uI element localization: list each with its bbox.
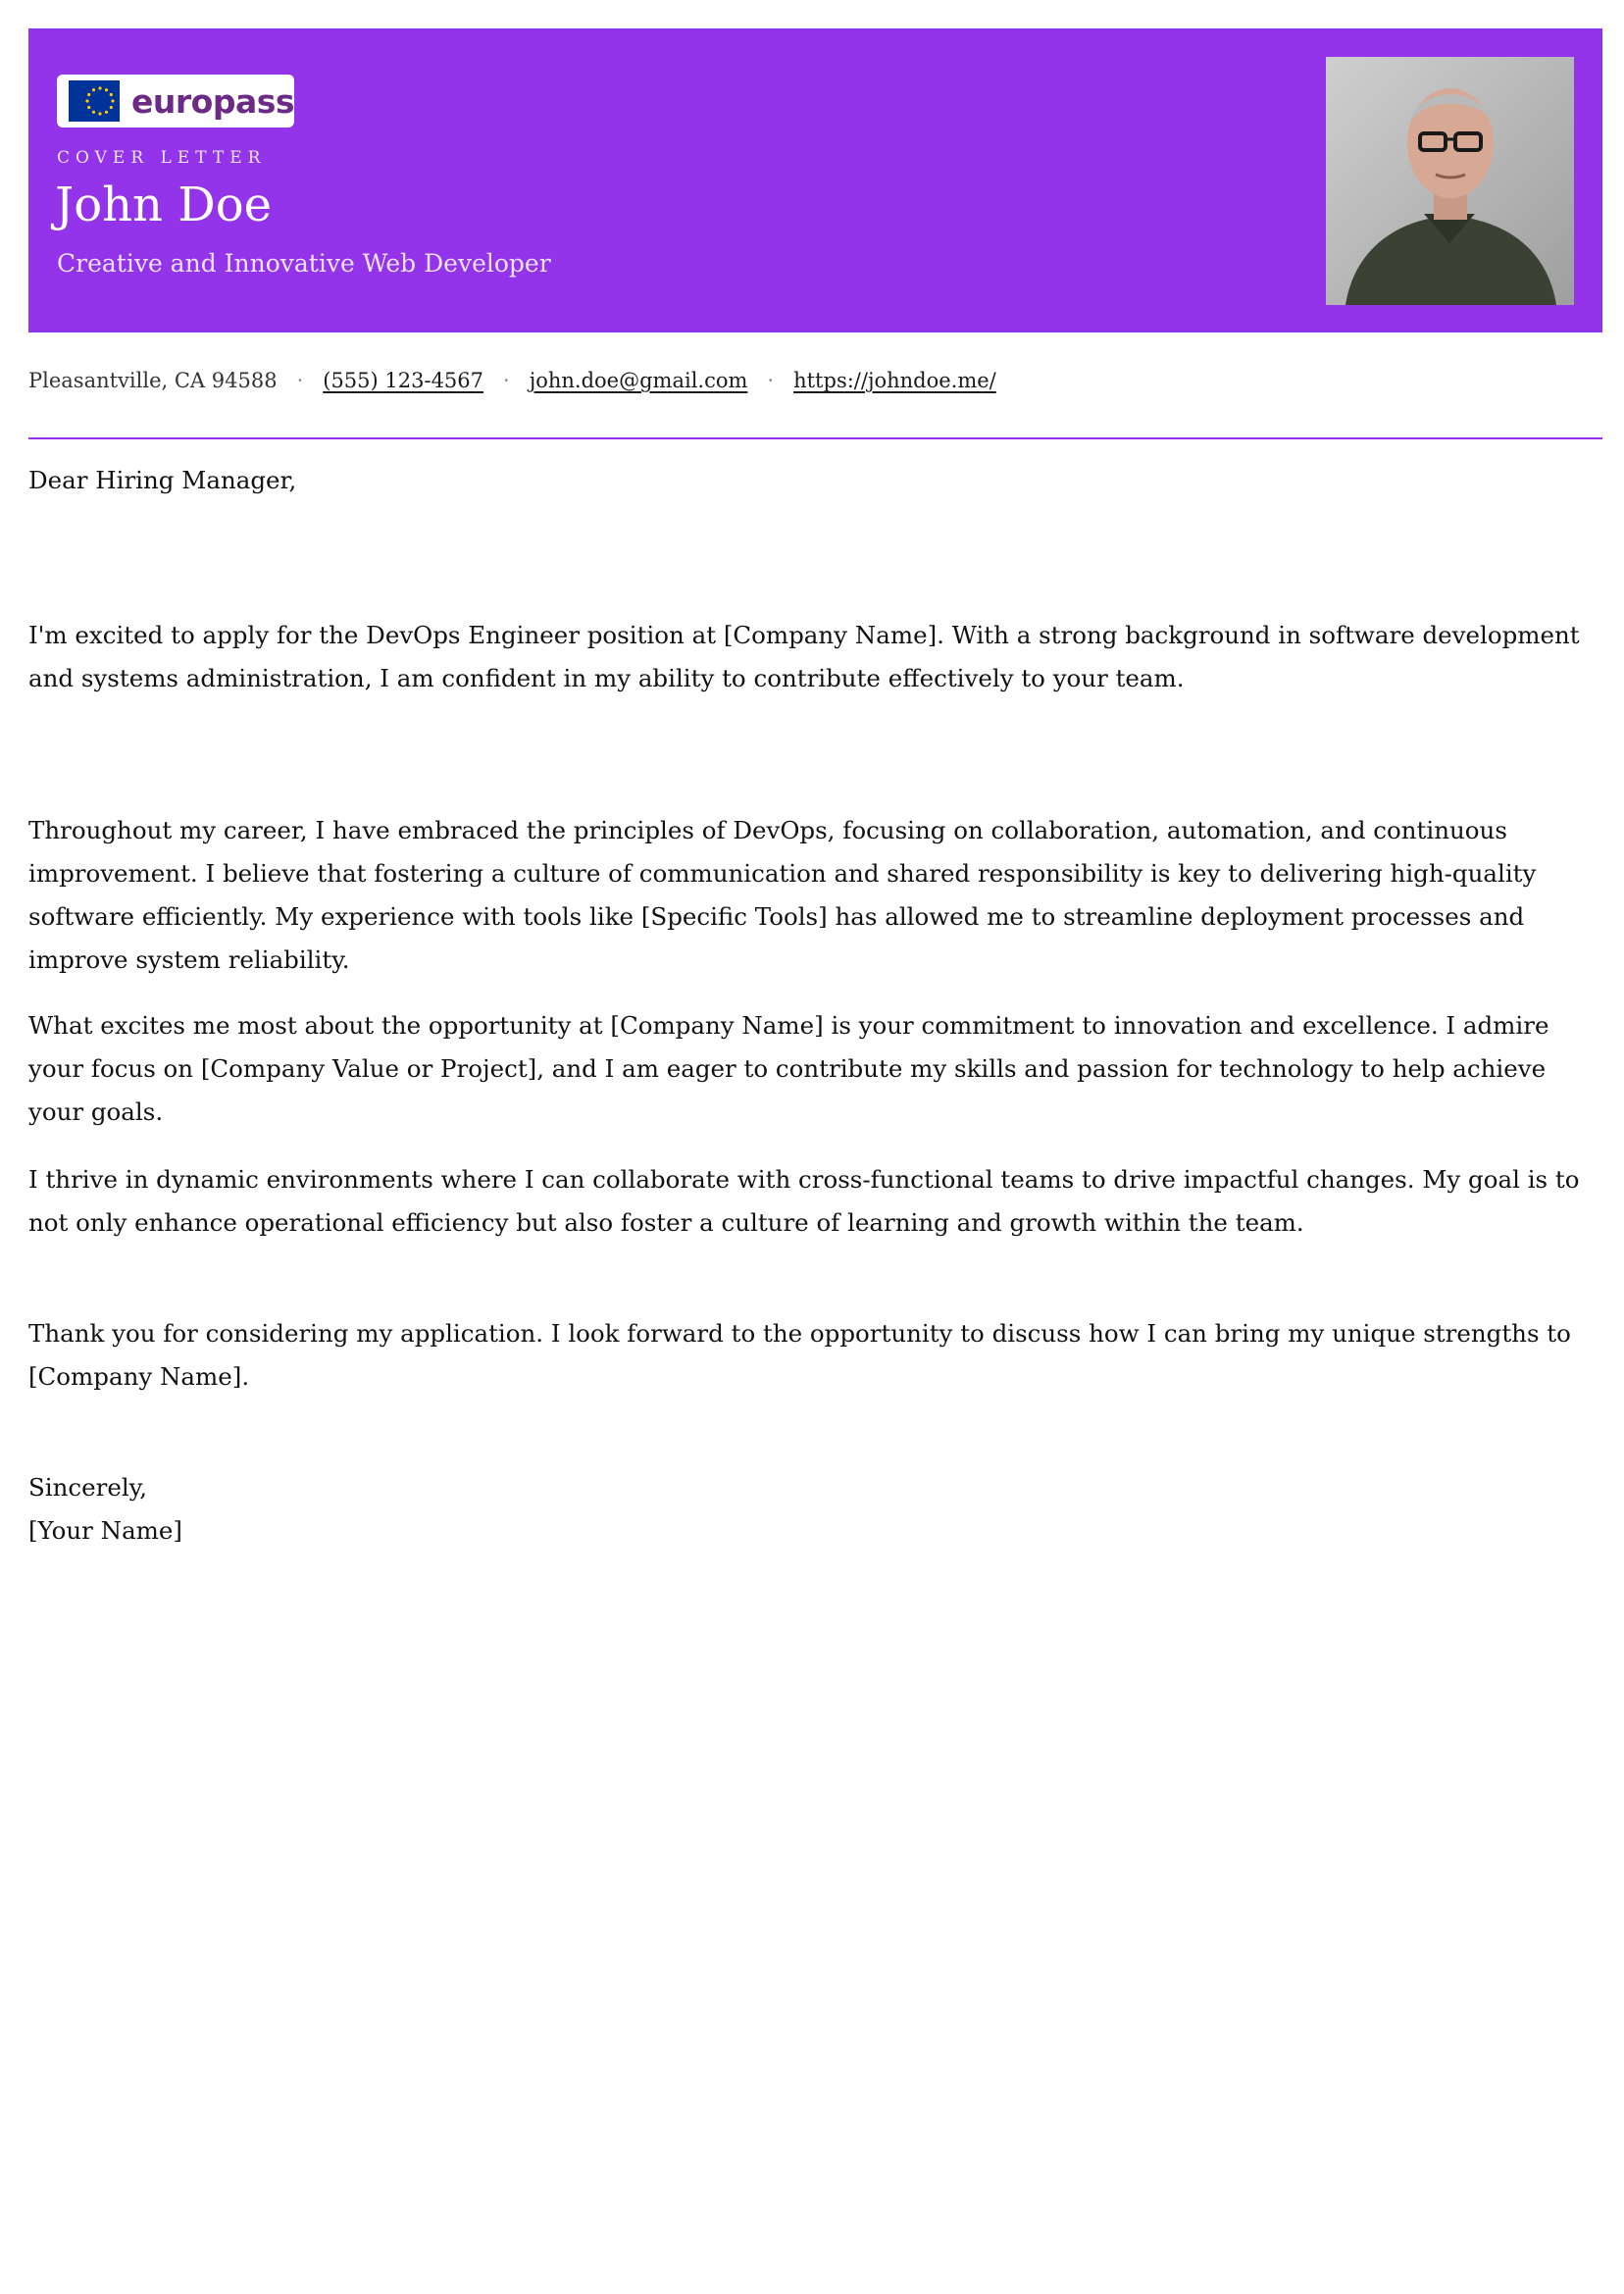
letter-paragraph-3: What excites me most about the opportunity at [Company Name] is your commitment to innovation and excellence. I admire your focus on [Company Value or Project], and I am eager to contribute my skills and passion for technology to help achieve your goals.	[28, 1011, 1549, 1126]
header-banner	[28, 28, 1602, 332]
applicant-tagline: Creative and Innovative Web Developer	[57, 249, 551, 278]
letter-closing: Sincerely,	[28, 1473, 148, 1502]
section-divider	[28, 437, 1602, 439]
logo-wordmark: europass	[131, 81, 294, 121]
contact-separator: ·	[767, 369, 775, 392]
eu-flag-icon	[69, 80, 120, 122]
contact-separator: ·	[296, 369, 304, 392]
europass-logo	[57, 75, 294, 127]
letter-paragraph-4: I thrive in dynamic environments where I can collaborate with cross-functional teams to drive impactful changes. My goal is to not only enhance operational efficiency but also foster a culture of learning and growth within the team.	[28, 1165, 1580, 1237]
contact-address: Pleasantville, CA 94588	[28, 369, 278, 392]
letter-signature: [Your Name]	[28, 1516, 182, 1545]
contact-phone-link[interactable]: (555) 123-4567	[323, 369, 484, 392]
profile-photo	[1326, 57, 1574, 305]
applicant-name: John Doe	[55, 178, 273, 232]
contact-website-link[interactable]: https://johndoe.me/	[793, 369, 996, 392]
letter-paragraph-1: I'm excited to apply for the DevOps Engineer position at [Company Name]. With a strong background in software development and systems administration, I am confident in my ability to contribute effectively to your team.	[28, 621, 1580, 692]
contact-email-link[interactable]: john.doe@gmail.com	[529, 369, 748, 392]
letter-paragraph-2: Throughout my career, I have embraced the principles of DevOps, focusing on collaboration, automation, and continuous improvement. I believe that fostering a culture of communication and shared responsibility is key to delivering high-quality software efficiently. My experience with tools like [Specific Tools] has allowed me to streamline deployment processes and improve system reliability.	[28, 816, 1537, 974]
document-type-label: COVER LETTER	[57, 148, 267, 168]
letter-paragraph-5: Thank you for considering my application. I look forward to the opportunity to discuss how I can bring my unique strengths to [Company Name].	[28, 1319, 1571, 1391]
contact-bar	[28, 369, 996, 392]
contact-separator: ·	[503, 369, 510, 392]
letter-salutation: Dear Hiring Manager,	[28, 466, 297, 494]
